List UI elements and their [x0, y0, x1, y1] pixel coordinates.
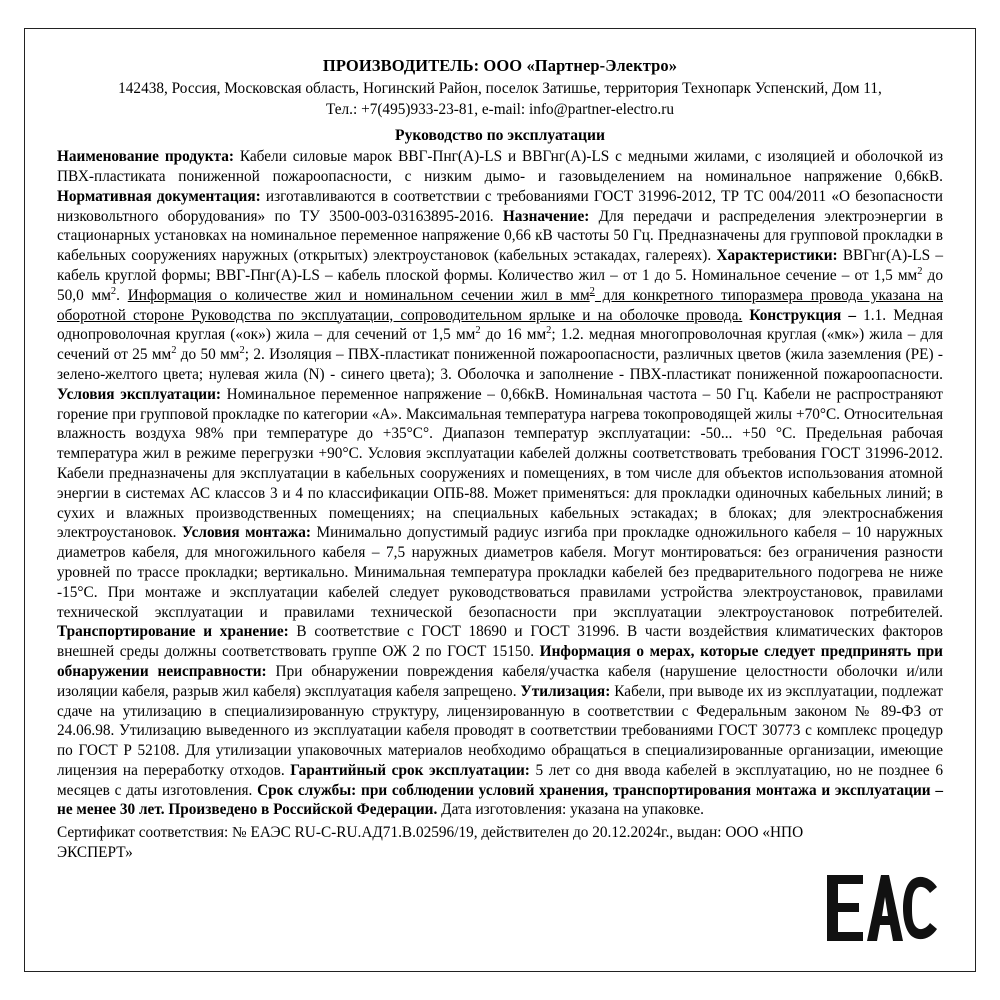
- address-line: 142438, Россия, Московская область, Ногинский Район, поселок Затишье, территория Технопарк Успенский, Дом 11,: [118, 80, 882, 98]
- warranty-label: Гарантийный срок эксплуатации:: [290, 761, 530, 779]
- sup-two: 2: [546, 325, 552, 337]
- purpose-label: Назначение:: [502, 207, 590, 225]
- document-header: [57, 55, 943, 120]
- disposal-text: Кабели, при выводе их из эксплуатации, подлежат сдаче на утилизацию в специализированную структуру, лицензированную в соответствии с Федеральным законом № 89-ФЗ от 24.06.98. Утилизацию выведенного из эксплуатации кабеля проводят в соответствии требованиями ГОСТ 30773 с комплекс процедур по ГОСТ Р 52108. Для утилизации упаковочных материалов необходимо обращаться в специализированные организации, имеющие лицензия на переработку отходов.: [57, 682, 944, 779]
- operating-label: Условия эксплуатации:: [57, 385, 222, 403]
- contact-line: Тел.: +7(495)933-23-81, e-mail: info@partner-electro.ru: [325, 101, 675, 119]
- certificate-block: Сертификат соответствия: № ЕАЭС RU-C-RU.АД71.В.02596/19, действителен до 20.12.2024г., выдан: ООО «НПО ЭКСПЕРТ»: [57, 824, 804, 862]
- sup-two: 2: [239, 345, 245, 357]
- warranty-text: 5 лет со дня ввода кабелей в эксплуатацию, но не позднее 6 месяцев с даты изготовления.: [57, 761, 943, 799]
- product-name-label: Наименование продукта:: [57, 148, 235, 166]
- characteristics-text: ВВГнг(А)-LS – кабель круглой формы; ВВГ-Пнг(А)-LS – кабель плоской формы. Количество жил – от 1 до 5. Номинальное сечение – от 1,5 мм: [57, 247, 944, 284]
- manual-title: Руководство по эксплуатации: [395, 127, 605, 145]
- characteristics-text-2: до 50,0 мм: [57, 266, 943, 304]
- characteristics-text-3: .: [116, 286, 120, 304]
- manufacturer-line: ПРОИЗВОДИТЕЛЬ: ООО «Партнер-Электро»: [322, 56, 678, 75]
- document-frame: [24, 28, 976, 972]
- construction-text-3: ; 1.2. медная многопроволочная круглая («мк») жила – для сечений от 25 мм: [57, 326, 944, 364]
- purpose-text: Для передачи и распределения электроэнергии в стационарных установках на номинальное переменное напряжение 0,66 кВ частоты 50 Гц. Предназначены для групповой прокладки в кабельных сооружениях наружных (открытых) электроустановок (кабельных эстакадах, галереях).: [57, 207, 943, 265]
- sup-two: 2: [917, 265, 923, 277]
- normative-label: Нормативная документация:: [57, 187, 261, 205]
- installation-label: Условия монтажа:: [182, 524, 312, 542]
- construction-text-2: до 16 мм: [480, 326, 547, 344]
- transport-text: В соответствие с ГОСТ 18690 и ГОСТ 31996. В части воздействия климатических факторов внешней среды должны соответствовать группе ОЖ 2 по ГОСТ 15150.: [57, 623, 943, 661]
- sup-two: 2: [110, 285, 117, 297]
- transport-label: Транспортирование и хранение:: [57, 623, 289, 641]
- construction-text-4: до 50 мм: [176, 346, 240, 364]
- construction-label: Конструкция –: [749, 306, 857, 324]
- characteristics-label: Характеристики:: [716, 247, 838, 265]
- sup-two: 2: [589, 285, 595, 297]
- construction-text: 1.1. Медная однопроволочная круглая («ок») жила – для сечений от 1,5 мм: [57, 306, 943, 344]
- normative-text: изготавливаются в соответствии с требованиями ГОСТ 31996-2012, ТР ТС 004/2011 «О безопасности низковольтного оборудования» по ТУ 3500-003-03163895-2016.: [57, 187, 943, 225]
- disposal-label: Утилизация:: [520, 682, 611, 700]
- product-name-text: Кабели силовые марок ВВГ-Пнг(А)-LS и ВВГнг(А)-LS с медными жилами, с изоляцией и оболочкой из ПВХ-пластиката пониженной пожароопасности, с низким дымо- и газовыделением на номинальное напряжение 0,66кВ.: [57, 148, 943, 185]
- eac-conformity-mark: [823, 871, 941, 945]
- faults-label: Информация о мерах, которые следует предпринять при обнаружении неисправности:: [57, 643, 943, 680]
- underlined-note-b: для конкретного типоразмера провода указана на оборотной стороне Руководства по эксплуатации, сопроводительном ярлыке и на оболочке провода.: [57, 286, 944, 324]
- body-paragraph: [57, 147, 943, 820]
- installation-text: Минимально допустимый радиус изгиба при прокладке одножильного кабеля – 10 наружных диаметров кабеля, для многожильного кабеля – 7,5 наружных диаметров кабеля. Могут монтироваться: без ограничения разности уровней по трассе прокладки; вертикально. Минимальная температура прокладки кабелей без предварительного подогрева не ниже -15°С. При монтаже и эксплуатации кабелей следует руководствоваться правилами устройства электроустановок, правилами технической эксплуатации и правилами технической безопасности при эксплуатации электроустановок потребителей.: [57, 524, 943, 621]
- faults-text: При обнаружении повреждения кабеля/участка кабеля (нарушение целостности оболочки и/или изоляции кабеля, разрыв жил кабеля) эксплуатация кабеля запрещено.: [57, 662, 943, 700]
- service-life-text: Дата изготовления: указана на упаковке.: [437, 801, 704, 819]
- construction-text-5: ; 2. Изоляция – ПВХ-пластикат пониженной пожароопасности, различных цветов (жила заземления (РЕ) - зелено-желтого цвета; нулевая жила (N) - синего цвета); 3. Оболочка и заполнение - ПВХ-пластикат пониженной пожароопасности.: [57, 346, 944, 383]
- underlined-note-a: Информация о количестве жил и номинальном сечении жил в мм: [127, 286, 590, 304]
- operating-text: Номинальное переменное напряжение – 0,66кВ. Номинальная частота – 50 Гц. Кабели не распространяют горение при групповой прокладке по категории «А». Максимальная температура нагрева токопроводящей жилы +70°С. Относительная влажность воздуха 98% при температуре до +35°С°. Диапазон температур эксплуатации: -50... +50 °С. Предельная рабочая температура жил в режиме перегрузки +90°С. Условия эксплуатации кабелей должны соответствовать требования ГОСТ 31996-2012. Кабели предназначены для эксплуатации в кабельных сооружениях и помещениях, в том числе для объектов использования атомной энергии в системах АС классов 3 и 4 по классификации ОПБ-88. Может применяться: для прокладки одиночных кабельных линий; в сухих и влажных производственных помещениях; на специальных кабельных эстакадах; в блоках; для электроснабжения электроустановок.: [57, 385, 943, 542]
- sup-two: 2: [171, 345, 177, 357]
- document-body: [57, 147, 943, 820]
- sup-two: 2: [475, 325, 481, 337]
- service-life-label: Срок службы: при соблюдении условий хранения, транспортирования монтажа и эксплуатации – не менее 30 лет. Произведено в Российской Федерации.: [57, 781, 943, 819]
